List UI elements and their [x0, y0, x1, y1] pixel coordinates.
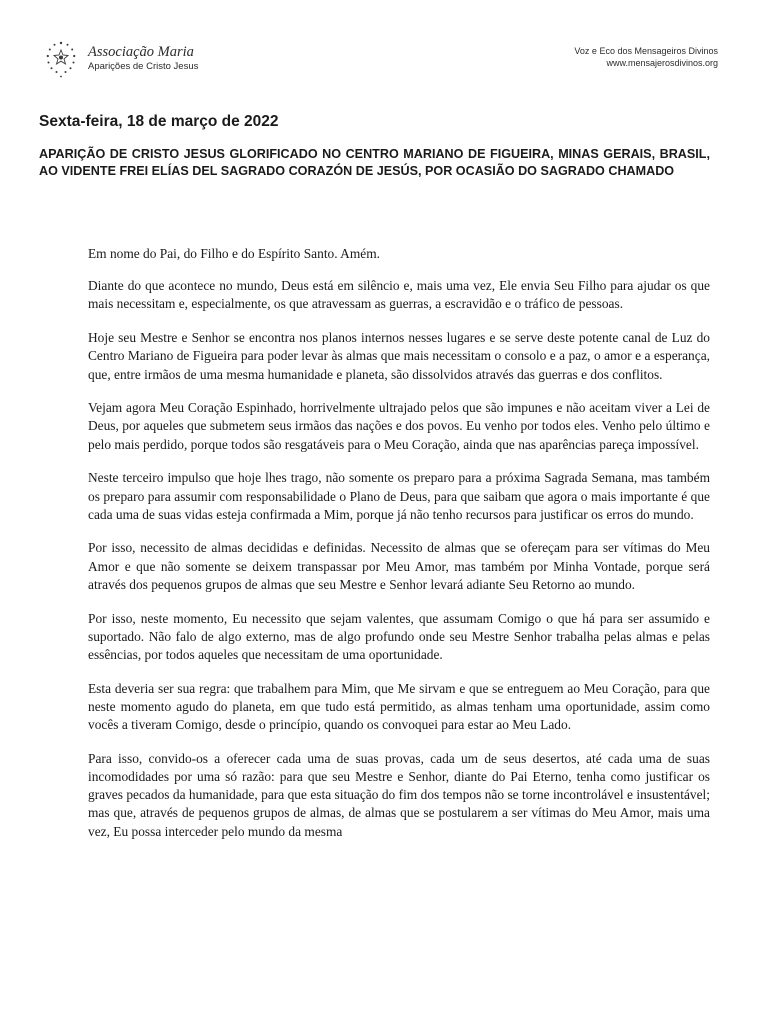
header-right-block	[574, 46, 718, 69]
org-name: Associação Maria	[88, 44, 194, 60]
body-paragraph: Por isso, necessito de almas decididas e definidas. Necessito de almas que se ofereçam para ser vítimas do Meu Amor e que não somente se deixem transpassar por Meu Amor, mas também por Minha Vontade, porque será através dos pequenos grupos de almas que seu Mestre e Senhor levará adiante Seu Retorno ao mundo.	[88, 540, 710, 592]
message-date: Sexta-feira, 18 de março de 2022	[39, 113, 279, 130]
body-paragraph: Diante do que acontece no mundo, Deus está em silêncio e, mais uma vez, Ele envia Seu Filho para ajudar os que mais necessitam e, especialmente, os que atravessam as guerras, a escravidão e o tráfico de pessoas.	[88, 278, 710, 312]
message-body	[88, 245, 710, 856]
website-link[interactable]: www.mensajerosdivinos.org	[606, 57, 718, 68]
body-paragraph: Para isso, convido-os a oferecer cada uma de suas provas, cada um de seus desertos, até cada uma de suas incomodidades por uma só razão: para que seu Mestre e Senhor, diante do Pai Eterno, tenha como justificar os graves pecados da humanidade, para que esta situação do fim dos tempos não se torne incontrolável e insustentável; mas que, através de pequenos grupos de almas, de almas que se postularem a ser vítimas do Meu Amor, mais uma vez, Eu possa interceder pelo mundo da mesma	[88, 750, 710, 839]
message-headline: APARIÇÃO DE CRISTO JESUS GLORIFICADO NO CENTRO MARIANO DE FIGUEIRA, MINAS GERAIS, BRASIL, AO VIDENTE FREI ELÍAS DEL SAGRADO CORAZÓN DE JESÚS, POR OCASIÃO DO SAGRADO CHAMADO	[39, 147, 710, 178]
body-paragraph: Esta deveria ser sua regra: que trabalhem para Mim, que Me sirvam e que se entreguem ao Meu Coração, para que neste momento agudo do planeta, em que tudo está permitido, as almas tenham uma oportunidade, assim como vocês a tiveram Comigo, desde o princípio, quando os convoquei para estar ao Meu Lado.	[88, 680, 710, 733]
body-paragraph: Vejam agora Meu Coração Espinhado, horrivelmente ultrajado pelos que são impunes e não aceitam viver a Lei de Deus, por aqueles que submetem seus irmãos das nações e dos povos. Eu venho por todos eles. Venho pelo último e pelo mais perdido, porque todos são resgatáveis para o Meu Coração, ainda que nas aparências pareça impossível.	[88, 400, 710, 452]
body-paragraph: Em nome do Pai, do Filho e do Espírito Santo. Amém.	[88, 246, 380, 261]
body-paragraph: Por isso, neste momento, Eu necessito que sejam valentes, que assumam Comigo o que há para ser assumido e suportado. Não falo de algo externo, mas de algo profundo onde seu Mestre Senhor trabalha pelas almas e pelas essências, por todos aqueles que necessitam de uma oportunidade.	[88, 610, 710, 662]
org-subtitle: Aparições de Cristo Jesus	[88, 61, 199, 72]
body-paragraph: Hoje seu Mestre e Senhor se encontra nos planos internos nesses lugares e se serve deste potente canal de Luz do Centro Mariano de Figueira para poder levar às almas que mais necessitam o consolo e a paz, o amor e a esperança, que, entre irmãos de uma mesma humanidade e planeta, são dissolvidos através das guerras e dos conflitos.	[88, 330, 710, 382]
body-paragraph: Neste terceiro impulso que hoje lhes trago, não somente os preparo para a próxima Sagrada Semana, mas também os preparo para assumir com responsabilidade o Plano de Deus, para que saibam que agora o mais importante é que cada uma de suas vidas esteja confirmada a Mim, porque já não tenho recursos para justificar os erros do mundo.	[88, 470, 710, 522]
marian-star-circle-logo-icon	[44, 40, 78, 80]
tagline: Voz e Eco dos Mensageiros Divinos	[574, 46, 718, 56]
